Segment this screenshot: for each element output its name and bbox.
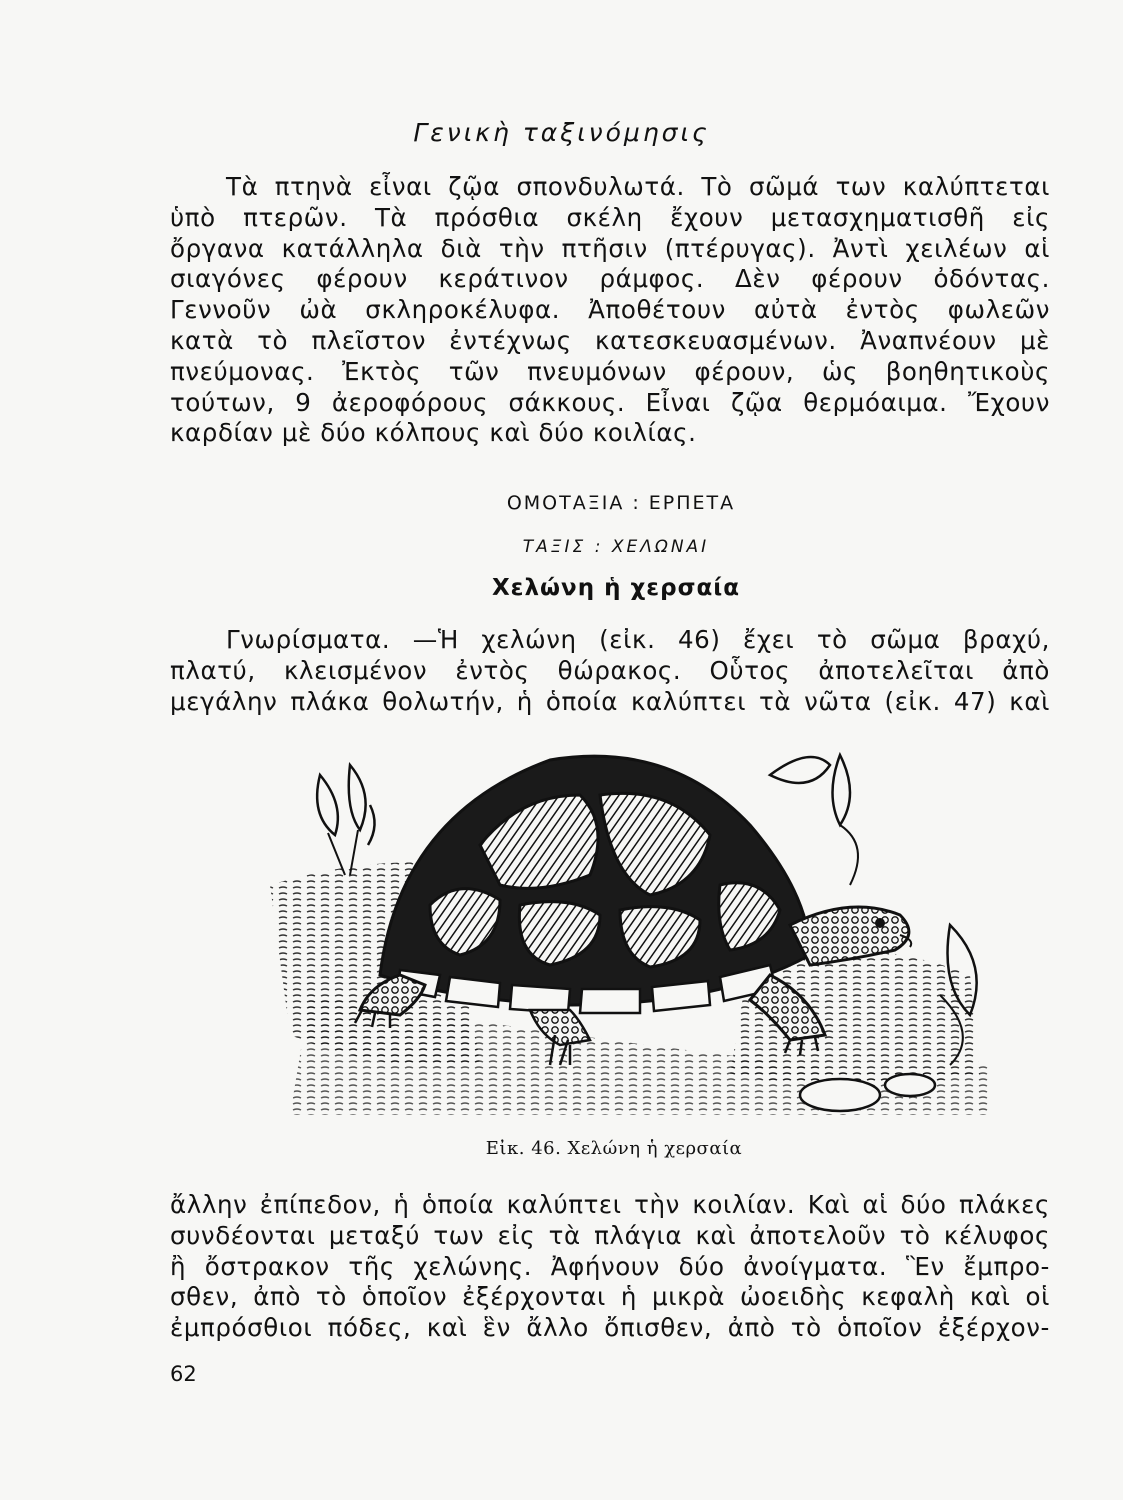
paragraph-tortoise-features: [170, 625, 1050, 717]
species-heading: Χελώνη ἡ χερσαία: [491, 575, 741, 601]
text-line: συνδέονται μεταξύ των εἰς τὰ πλάγια καὶ ἀποτελοῦν τὸ κέλυφος: [170, 1220, 1050, 1250]
figure-caption: Εἰκ. 46. Χελώνη ἡ χερσαία: [485, 1138, 743, 1159]
page-number: 62: [170, 1362, 197, 1386]
paragraph-shell: [170, 1190, 1050, 1344]
tortoise-illustration: [250, 735, 1010, 1120]
text-line: καρδίαν μὲ δύο κόλπους καὶ δύο κοιλίας.: [170, 418, 697, 448]
text-line: πλατύ, κλεισμένον ἐντὸς θώρακος. Οὗτος ἀποτελεῖται ἀπὸ: [170, 655, 1050, 685]
text-line: Γεννοῦν ὠὰ σκληροκέλυφα. Ἀποθέτουν αὐτὰ ἐντὸς φωλεῶν: [170, 295, 1050, 325]
text-line: μεγάλην πλάκα θολωτήν, ἡ ὁποία καλύπτει τὰ νῶτα (εἰκ. 47) καὶ: [170, 686, 1050, 716]
text-line: ἄλλην ἐπίπεδον, ἡ ὁποία καλύπτει τὴν κοιλίαν. Καὶ αἱ δύο πλάκες: [170, 1190, 1050, 1219]
text-line: Τὰ πτηνὰ εἶναι ζῷα σπονδυλωτά. Τὸ σῶμά των καλύπτεται: [226, 172, 1050, 201]
paragraph-birds: [170, 172, 1050, 449]
text-line: κατὰ τὸ πλεῖστον ἐντέχνως κατεσκευασμένων. Ἀναπνέουν μὲ: [170, 325, 1050, 355]
section-title: Γενικὴ ταξινόμησις: [413, 118, 710, 147]
text-line: ὑπὸ πτερῶν. Τὰ πρόσθια σκέλη ἔχουν μετασχηματισθῆ εἰς: [170, 202, 1050, 232]
text-line: σθεν, ἀπὸ τὸ ὁποῖον ἐξέρχονται ἡ μικρὰ ὠοειδὴς κεφαλὴ καὶ οἱ: [170, 1282, 1050, 1312]
text-line: τούτων, 9 ἀεροφόρους σάκκους. Εἶναι ζῷα θερμόαιμα. Ἔχουν: [170, 387, 1050, 417]
text-line: πνεύμονας. Ἐκτὸς τῶν πνευμόνων φέρουν, ὡς βοηθητικοὺς: [170, 356, 1050, 386]
class-heading: ΟΜΟΤΑΞΙΑ : ΕΡΠΕΤΑ: [506, 492, 736, 514]
text-line: σιαγόνες φέρουν κεράτινον ράμφος. Δὲν φέρουν ὀδόντας.: [170, 264, 1050, 294]
text-line: ἐμπρόσθιοι πόδες, καὶ ἓν ἄλλο ὄπισθεν, ἀπὸ τὸ ὁποῖον ἐξέρχον-: [170, 1313, 1050, 1343]
order-heading: ΤΑΞΙΣ : ΧΕΛΩΝΑΙ: [522, 537, 710, 557]
text-line: Γνωρίσματα. —Ἡ χελώνη (εἰκ. 46) ἔχει τὸ σῶμα βραχύ,: [226, 625, 1050, 654]
text-line: ἢ ὄστρακον τῆς χελώνης. Ἀφήνουν δύο ἀνοίγματα. Ἓν ἔμπρο-: [170, 1251, 1050, 1281]
text-line: ὄργανα κατάλληλα διὰ τὴν πτῆσιν (πτέρυγας). Ἀντὶ χειλέων αἱ: [170, 233, 1050, 263]
